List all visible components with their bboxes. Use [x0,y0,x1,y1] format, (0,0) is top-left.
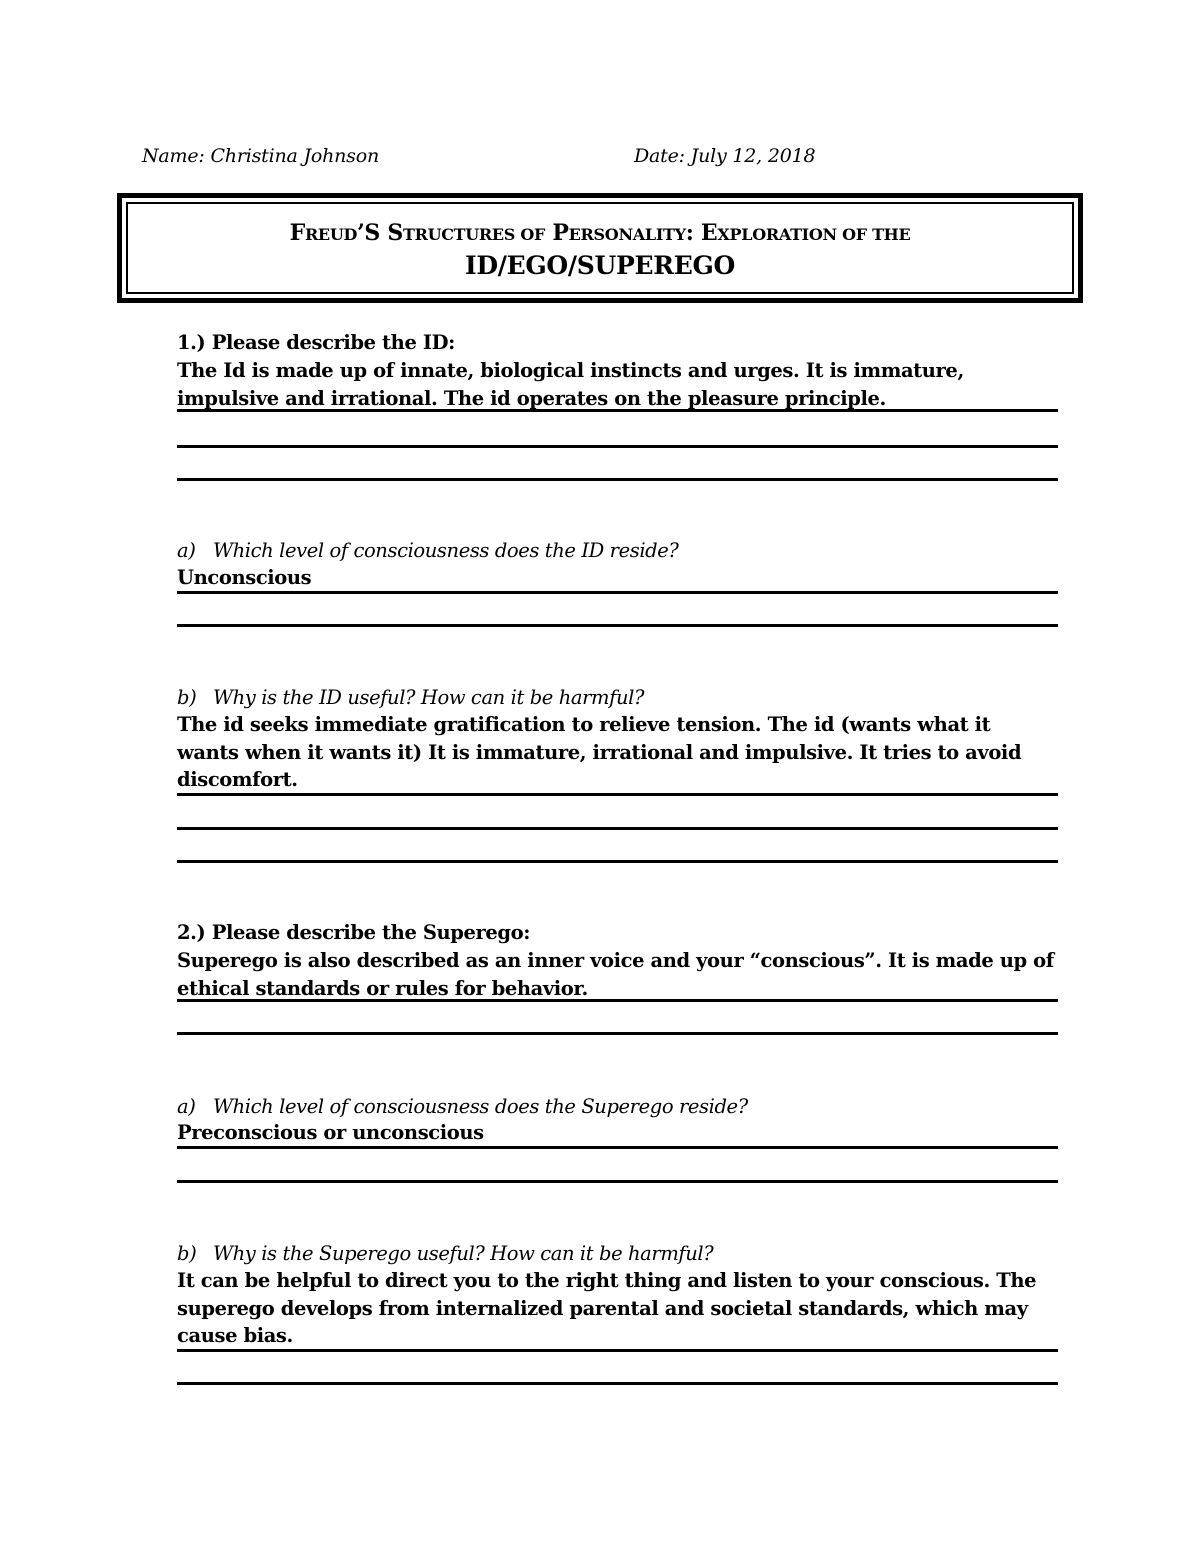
title-text: : E [685,220,718,246]
question-text: Why is the Superego useful? How can it be harmful? [213,1242,714,1265]
answer-line [177,860,1058,863]
answer-2b[interactable]: It can be helpful to direct you to the right thing and listen to your conscious. The superego develops from internalized parental and societal standards, which may cause bias. [177,1269,1037,1347]
answer-line [177,1032,1058,1035]
title-text: ’S S [357,220,403,246]
title-text: XPLORATION OF THE [717,225,911,244]
title-text: REUD [304,225,358,244]
answer-line [177,793,1058,796]
question-text: Which level of consciousness does the ID reside? [213,539,679,562]
question-label: a) [177,539,196,562]
question-label: b) [177,1242,197,1265]
title-line-2: ID/EGO/SUPEREGO [465,251,735,280]
question-2b [177,1241,713,1267]
question-2: 2.) Please describe the Superego: [177,921,531,944]
answer-line [177,624,1058,627]
answer-line [177,409,1058,412]
question-label: a) [177,1095,196,1118]
answer-line [177,1349,1058,1352]
question-1b [177,685,644,711]
question-2a [177,1094,748,1120]
title-line-1 [128,218,1072,250]
title-box [117,193,1083,303]
question-1: 1.) Please describe the ID: [177,331,455,354]
title-text: ERSONALITY [568,225,686,244]
answer-1b[interactable]: The id seeks immediate gratification to relieve tension. The id (wants what it wants when it wants it) It is immature, irrational and impulsive. It tries to avoid discomfort. [177,713,1022,791]
question-1a [177,538,678,564]
question-text: Why is the ID useful? How can it be harmful? [213,686,644,709]
answer-line [177,591,1058,594]
answer-1[interactable]: The Id is made up of innate, biological instincts and urges. It is immature, impulsive and irrational. The id operates on the pleasure principle. [177,359,964,410]
answer-line [177,827,1058,830]
title-text: F [289,220,305,246]
answer-1a[interactable]: Unconscious [177,566,312,589]
title-text: P [545,220,569,246]
question-text: Which level of consciousness does the Superego reside? [213,1095,748,1118]
title-text: TRUCTURES OF [402,225,546,244]
answer-line [177,1180,1058,1183]
question-label: b) [177,686,197,709]
title-inner-border [126,202,1074,294]
answer-line [177,1382,1058,1385]
answer-2[interactable]: Superego is also described as an inner voice and your “conscious”. It is made up of ethical standards or rules for behavior. [177,949,1054,1000]
answer-line [177,478,1058,481]
student-name: Name: Christina Johnson [142,145,380,167]
answer-line [177,999,1058,1002]
answer-2a[interactable]: Preconscious or unconscious [177,1121,484,1144]
worksheet-date: Date: July 12, 2018 [634,145,816,167]
answer-line [177,445,1058,448]
answer-line [177,1146,1058,1149]
